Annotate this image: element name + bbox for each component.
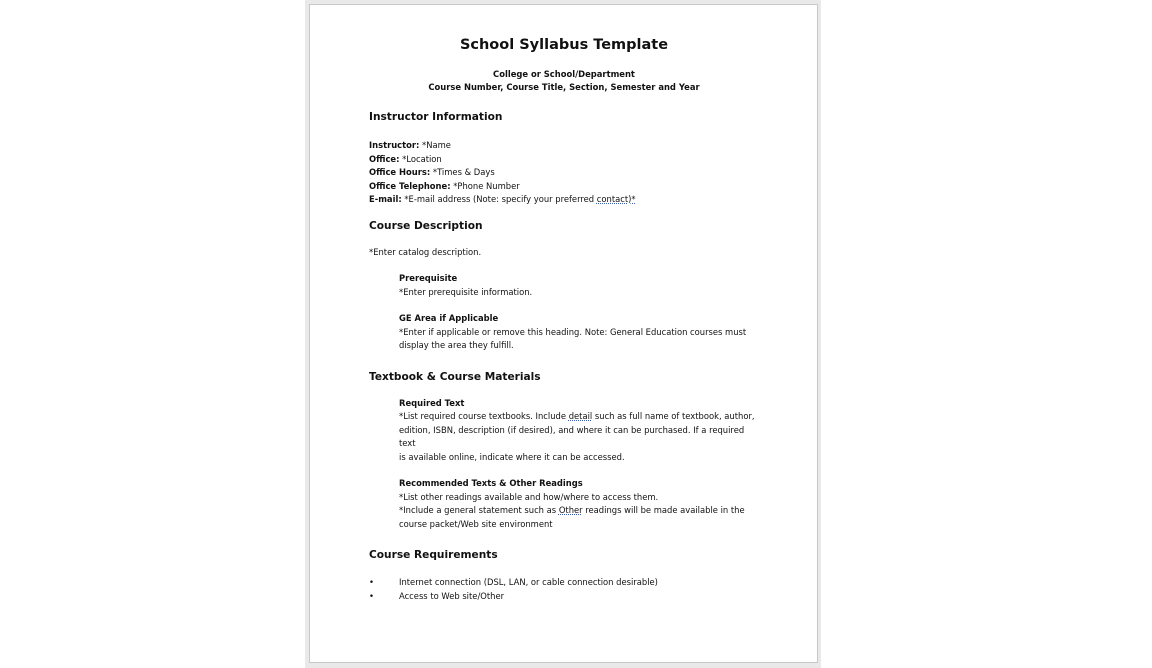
requirements-list [369,575,759,603]
list-item [369,589,759,603]
required-text-line-1 [399,410,759,424]
office-hours-label: Office Hours: [369,167,431,177]
requirement-text: Access to Web site/Other [399,591,505,601]
subtitle-course: Course Number, Course Title, Section, Semester and Year [428,81,700,92]
office-telephone-row [369,180,759,194]
recommended-texts-block [399,477,759,531]
prerequisite-block [399,272,759,299]
instructor-label: Instructor: [369,140,420,150]
required-text-block [399,397,759,465]
instructor-value: *Name [419,140,451,150]
recommended-line-2-part-b: readings will be made available in the [582,505,745,515]
ge-area-block [399,312,759,353]
required-line-1-part-a: *List required course textbooks. Include [399,411,569,421]
email-label: E-mail: [369,194,402,204]
document-title: School Syllabus Template [459,37,669,53]
email-value: *E-mail address (Note: specify your preferred [401,194,597,204]
required-line-1-underlined: detail [568,411,593,421]
required-text-line-2: edition, ISBN, description (if desired), and where it can be purchased. If a required text [399,424,745,448]
bullet-icon: • [369,577,374,587]
document-page [309,4,818,663]
required-text-line-3: is available online, indicate where it can be accessed. [399,451,625,462]
recommended-line-2 [399,504,759,518]
heading-instructor-information: Instructor Information [369,111,503,123]
subtitle-block [369,68,759,93]
recommended-line-2-underlined: Other [558,505,583,515]
instructor-info-list [369,139,759,207]
heading-textbook-materials: Textbook & Course Materials [369,370,541,383]
heading-prerequisite: Prerequisite [399,273,458,283]
recommended-line-1: *List other readings available and how/where to access them. [399,491,659,502]
heading-required-text: Required Text [399,397,465,408]
recommended-line-2-part-a: *Include a general statement such as [399,505,559,515]
heading-recommended-texts: Recommended Texts & Other Readings [399,478,583,488]
catalog-description: *Enter catalog description. [369,246,482,257]
office-telephone-value: *Phone Number [450,180,520,191]
page-content [369,35,759,603]
required-line-1-part-b: such as full name of textbook, author, [592,411,755,421]
email-underlined-text: contact)* [596,194,636,204]
recommended-line-3: course packet/Web site environment [399,518,553,529]
requirement-text: Internet connection (DSL, LAN, or cable connection desirable) [399,577,658,587]
heading-course-description: Course Description [369,219,483,232]
prerequisite-text: *Enter prerequisite information. [399,286,533,297]
office-row [369,153,759,167]
list-item [369,575,759,589]
office-telephone-label: Office Telephone: [369,180,451,191]
instructor-row [369,139,759,153]
heading-course-requirements: Course Requirements [369,549,498,561]
bullet-icon: • [369,591,374,601]
subtitle-department: College or School/Department [493,69,635,79]
office-value: *Location [399,153,442,164]
ge-area-line-1: *Enter if applicable or remove this heading. Note: General Education courses must [399,326,747,337]
heading-ge-area: GE Area if Applicable [399,313,499,323]
ge-area-line-2: display the area they fulfill. [399,340,514,350]
office-hours-row [369,166,759,180]
email-row [369,193,759,207]
office-hours-value: *Times & Days [430,167,495,177]
office-label: Office: [369,153,400,164]
